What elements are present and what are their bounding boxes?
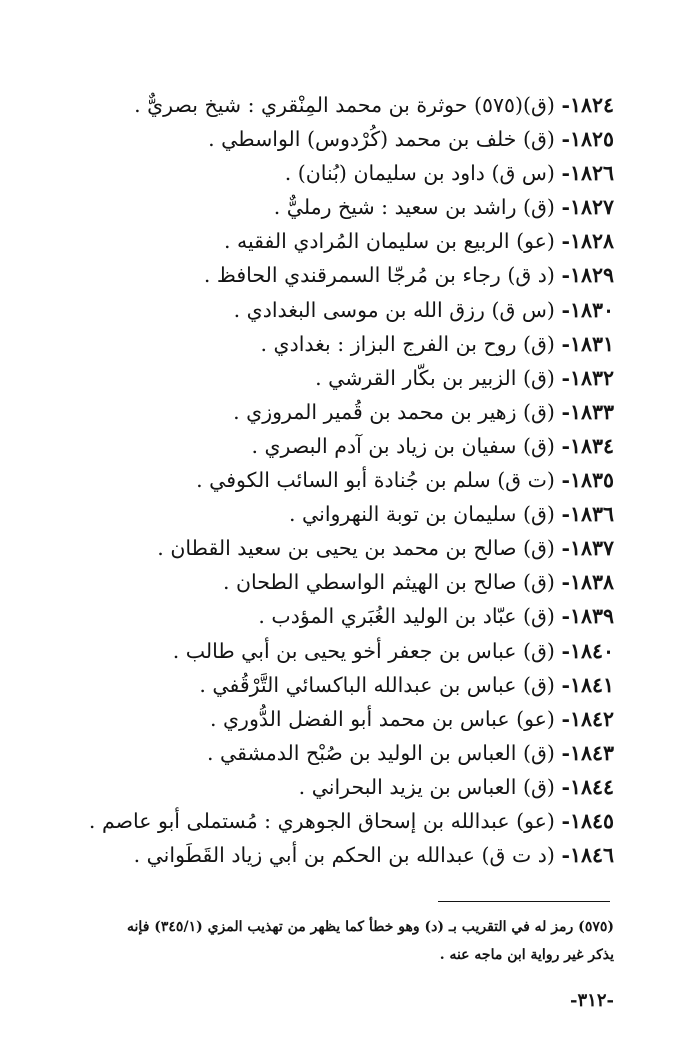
entry-row bbox=[74, 327, 614, 361]
entry-row bbox=[74, 565, 614, 599]
entry-number: ١٨٤٥- bbox=[561, 808, 614, 833]
entry-text: (ق) عباس بن عبدالله الباكسائي التَّرْقُفي . bbox=[199, 672, 555, 697]
entry-text: (ق) روح بن الفرج البزاز : بغدادي . bbox=[260, 331, 555, 356]
entry-text: (ق) سفيان بن زياد بن آدم البصري . bbox=[251, 433, 555, 458]
entry-row bbox=[74, 122, 614, 156]
entry-text: (ق) عبّاد بن الوليد الغُبَري المؤدب . bbox=[258, 604, 555, 629]
footnote-line: (٥٧٥) رمز له في التقريب بـ (د) وهو خطأ كما يظهر من تهذيب المزي (٣٤٥/١) فإنه bbox=[127, 919, 614, 935]
entry-text: (ق) خلف بن محمد (كُرْدوس) الواسطي . bbox=[208, 127, 555, 152]
entry-number: ١٨٣٥- bbox=[561, 468, 614, 493]
entry-number: ١٨٢٥- bbox=[561, 127, 614, 152]
entry-number: ١٨٤٠- bbox=[561, 638, 614, 663]
entry-number: ١٨٤١- bbox=[561, 672, 614, 697]
entry-text: (ق) صالح بن محمد بن يحيى بن سعيد القطان . bbox=[157, 536, 555, 561]
entry-number: ١٨٢٦- bbox=[561, 161, 614, 186]
entry-text: (ق) عباس بن جعفر أخو يحيى بن أبي طالب . bbox=[172, 638, 555, 663]
entry-row bbox=[74, 190, 614, 224]
entry-row bbox=[74, 736, 614, 770]
entry-text: (د ت ق) عبدالله بن الحكم بن أبي زياد القَطَواني . bbox=[133, 843, 555, 868]
entry-row bbox=[74, 463, 614, 497]
entry-text: (ق) زهير بن محمد بن قُمير المروزي . bbox=[233, 399, 555, 424]
entry-text: (ق) سليمان بن توبة النهرواني . bbox=[289, 502, 555, 527]
entry-row bbox=[74, 258, 614, 292]
entry-row bbox=[74, 429, 614, 463]
entry-row bbox=[74, 293, 614, 327]
entry-number: ١٨٢٧- bbox=[561, 195, 614, 220]
entry-text: (ق) العباس بن يزيد البحراني . bbox=[298, 774, 555, 799]
footnote bbox=[69, 913, 614, 969]
footnote-line: يذكر غير رواية ابن ماجه عنه . bbox=[439, 947, 614, 963]
entry-text: (س ق) داود بن سليمان (بُنان) . bbox=[284, 161, 555, 186]
entry-row bbox=[74, 702, 614, 736]
entry-text: (د ق) رجاء بن مُرجّا السمرقندي الحافظ . bbox=[203, 263, 555, 288]
entry-number: ١٨٢٩- bbox=[561, 263, 614, 288]
entry-list bbox=[74, 88, 614, 872]
entry-text: (ق) الزبير بن بكّار القرشي . bbox=[315, 365, 555, 390]
entry-number: ١٨٣٣- bbox=[561, 399, 614, 424]
entry-number: ١٨٢٤- bbox=[561, 93, 614, 117]
entry-row bbox=[74, 497, 614, 531]
page-number: -٣١٢- bbox=[570, 990, 614, 1011]
entry-number: ١٨٣٩- bbox=[561, 604, 614, 629]
entry-text: (ق) راشد بن سعيد : شيخ رمليٌّ . bbox=[273, 195, 555, 220]
entry-number: ١٨٣١- bbox=[561, 331, 614, 356]
entry-number: ١٨٣٨- bbox=[561, 570, 614, 595]
entry-text: (عو) الربيع بن سليمان المُرادي الفقيه . bbox=[223, 229, 555, 254]
footnote-separator bbox=[438, 901, 610, 902]
entry-text: (عو) عبدالله بن إسحاق الجوهري : مُستملى أبو عاصم . bbox=[88, 808, 555, 833]
entry-row bbox=[74, 770, 614, 804]
entry-number: ١٨٣٤- bbox=[561, 433, 614, 458]
entry-number: ١٨٣٧- bbox=[561, 536, 614, 561]
entry-text: (ت ق) سلم بن جُنادة أبو السائب الكوفي . bbox=[196, 468, 555, 493]
entry-number: ١٨٤٣- bbox=[561, 740, 614, 765]
entry-row bbox=[74, 395, 614, 429]
entry-text: (ق) صالح بن الهيثم الواسطي الطحان . bbox=[222, 570, 555, 595]
entry-row bbox=[74, 838, 614, 872]
entry-row bbox=[74, 531, 614, 565]
entry-text: (عو) عباس بن محمد أبو الفضل الدُّوري . bbox=[209, 706, 555, 731]
entry-number: ١٨٤٤- bbox=[561, 774, 614, 799]
entry-number: ١٨٤٢- bbox=[561, 706, 614, 731]
entry-number: ١٨٢٨- bbox=[561, 229, 614, 254]
entry-number: ١٨٣٢- bbox=[561, 365, 614, 390]
entry-row bbox=[74, 804, 614, 838]
entry-number: ١٨٤٦- bbox=[561, 843, 614, 868]
entry-text: (ق)(٥٧٥) حوثرة بن محمد المِنْقري : شيخ بصريٌّ . bbox=[134, 93, 555, 117]
entry-row bbox=[74, 668, 614, 702]
entry-text: (ق) العباس بن الوليد بن صُبْح الدمشقي . bbox=[206, 740, 555, 765]
entry-number: ١٨٣٠- bbox=[561, 297, 614, 322]
entry-row bbox=[74, 599, 614, 633]
entry-number: ١٨٣٦- bbox=[561, 502, 614, 527]
entry-row bbox=[74, 634, 614, 668]
entry-row bbox=[74, 361, 614, 395]
entry-row bbox=[74, 156, 614, 190]
entry-text: (س ق) رزق الله بن موسى البغدادي . bbox=[233, 297, 555, 322]
entry-row bbox=[74, 88, 614, 122]
entry-row bbox=[74, 224, 614, 258]
